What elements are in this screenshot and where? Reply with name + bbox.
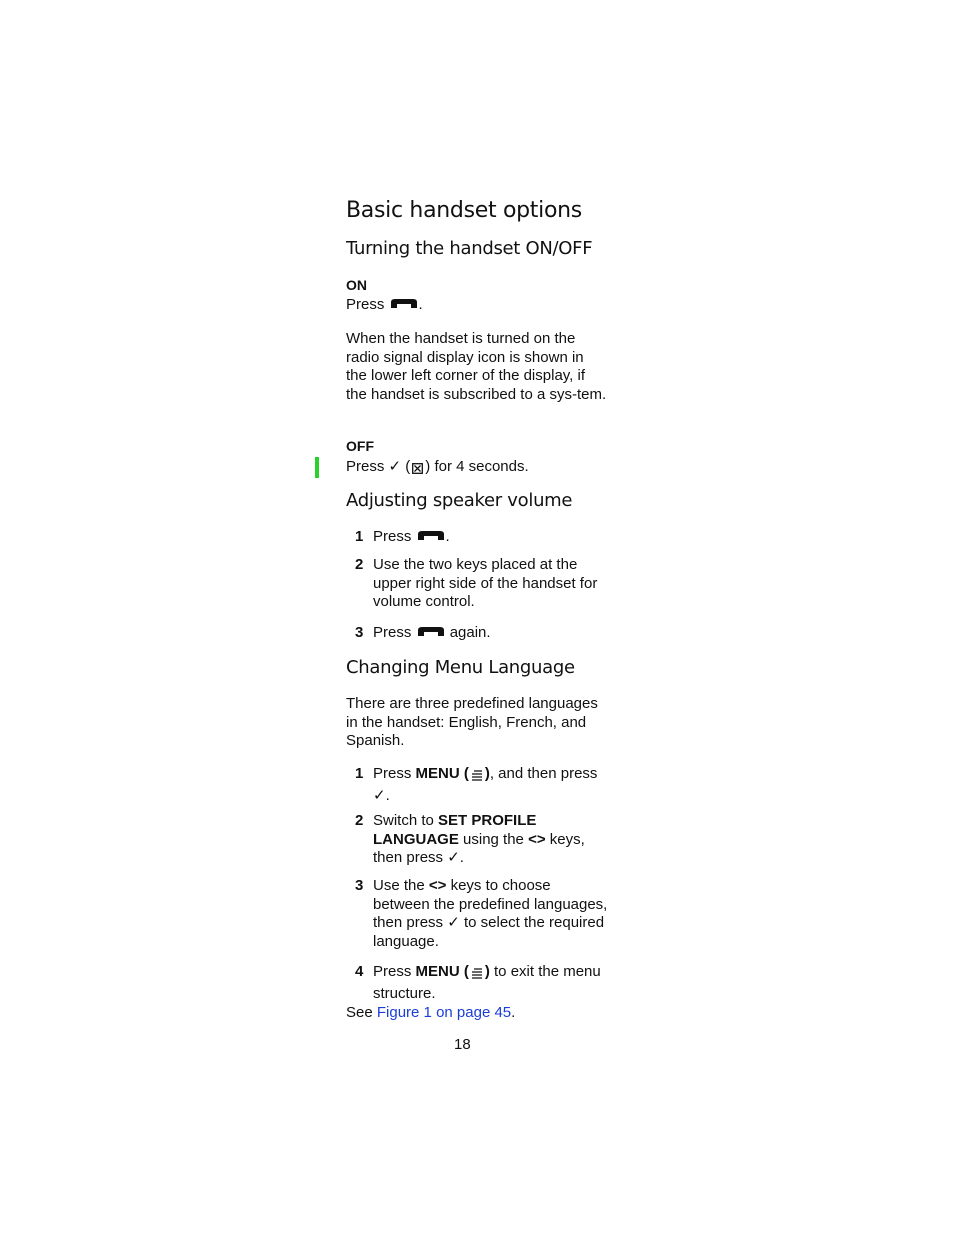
on-description: When the handset is turned on the radio signal display icon is shown in the lower left corner of the display, if the handset is subscribed to a sys-tem. (346, 330, 607, 404)
on-label: ON (346, 277, 367, 293)
menu-icon (471, 966, 483, 985)
step-end: again. (449, 624, 491, 641)
language-step: 4 Press MENU ( ) to exit the menu structure. (355, 963, 601, 1002)
set-profile-language-label: SET PROFILE LANGUAGE (373, 812, 537, 848)
page-number: 18 (454, 1036, 471, 1053)
phone-key-icon (389, 297, 419, 316)
off-paren-open: ( (405, 458, 411, 475)
menu-key-label: MENU ( (415, 963, 469, 980)
page-title: Basic handset options (346, 198, 582, 223)
check-icon: ✓ (373, 786, 386, 804)
step-text: Use the two keys placed at the upper right side of the handset for volume control. (373, 556, 598, 611)
step-number: 3 (355, 624, 364, 641)
language-step: 3 Use the <> keys to choose between the predefined languages, then press ✓ to select the required language. (355, 877, 608, 951)
figure-link[interactable]: Figure 1 on page 45 (376, 1004, 512, 1021)
phone-key-icon (416, 529, 446, 548)
phone-key-icon (416, 625, 446, 644)
volume-step (355, 624, 611, 644)
section-heading-volume: Adjusting speaker volume (346, 490, 573, 511)
off-rest-text: for 4 seconds. (434, 458, 529, 475)
off-paren-close: ) (425, 458, 431, 475)
off-instruction (346, 458, 608, 480)
step-number: 2 (355, 812, 364, 829)
step-text: Press (373, 624, 412, 641)
on-press-end: . (418, 296, 423, 313)
arrow-keys-label: <> (428, 877, 447, 894)
step-number: 4 (355, 963, 364, 980)
off-press-text: Press (346, 458, 385, 475)
arrow-keys-label: <> (528, 830, 546, 848)
language-intro: There are three predefined languages in the handset: English, French, and Spanish. (346, 695, 598, 750)
menu-key-label: MENU ( (415, 765, 469, 782)
power-key-icon (412, 461, 423, 480)
on-press-text: Press (346, 296, 385, 313)
on-instruction (346, 296, 608, 316)
step-text: Press (373, 528, 412, 545)
step-number: 2 (355, 556, 364, 573)
section-heading-on-off: Turning the handset ON/OFF (346, 238, 593, 259)
step-end: . (445, 528, 450, 545)
check-icon: ✓ (447, 849, 460, 867)
menu-icon (471, 768, 483, 787)
section-heading-language: Changing Menu Language (346, 657, 575, 678)
step-number: 1 (355, 528, 364, 545)
check-icon: ✓ (388, 458, 402, 475)
check-icon: ✓ (447, 914, 460, 932)
see-also: See Figure 1 on page 45. (346, 1004, 516, 1021)
step-number: 1 (355, 765, 364, 782)
language-step: 2 Switch to SET PROFILE LANGUAGE using the <> keys, then press ✓. (355, 812, 585, 867)
step-number: 3 (355, 877, 364, 894)
change-bar (315, 457, 319, 478)
off-label: OFF (346, 438, 374, 454)
volume-step (355, 528, 611, 548)
volume-step (355, 556, 611, 612)
language-step: 1 Press MENU ( ), and then press ✓. (355, 765, 598, 804)
